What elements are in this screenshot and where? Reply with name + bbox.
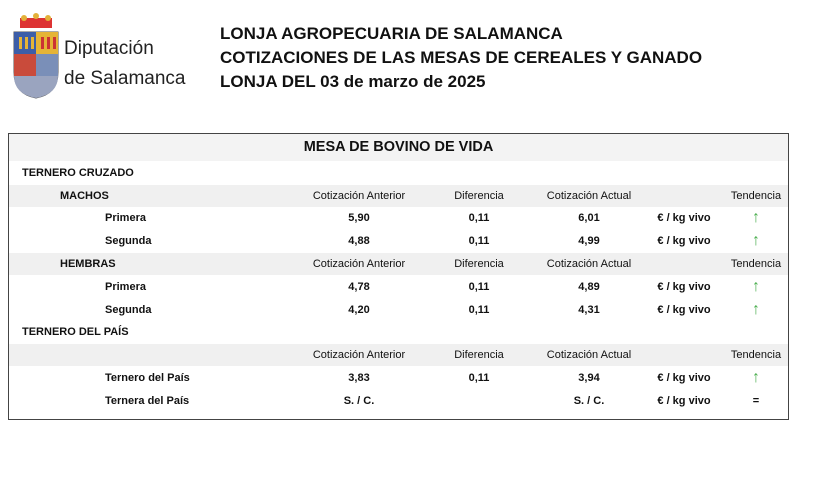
diff-value: 0,11 [468, 212, 490, 224]
section-label: TERNERO CRUZADO [22, 167, 134, 179]
curr-value: 4,89 [578, 281, 600, 293]
row-label: Segunda [105, 235, 152, 247]
curr-value: 3,94 [578, 372, 600, 384]
org-name-line1: Diputación [64, 38, 154, 59]
group-label: MACHOS [60, 190, 109, 202]
col-header-curr: Cotización Actual [546, 258, 632, 270]
page-header [220, 22, 702, 94]
row-label: Primera [105, 212, 146, 224]
row-label: Ternera del País [105, 395, 190, 407]
table-row [9, 230, 788, 252]
bovino-table [8, 133, 789, 420]
group-header-row [9, 344, 788, 366]
header-date: LONJA DEL 03 de marzo de 2025 [220, 72, 486, 91]
table-row [9, 299, 788, 321]
row-label: Primera [105, 281, 146, 293]
up-arrow-icon: ↑ [752, 301, 760, 318]
prev-value: 4,88 [348, 235, 370, 247]
up-arrow-icon: ↑ [752, 209, 760, 226]
curr-value: 6,01 [578, 212, 600, 224]
unit-label: € / kg vivo [657, 281, 711, 293]
unit-label: € / kg vivo [657, 235, 711, 247]
unit-label: € / kg vivo [657, 395, 711, 407]
table-row [9, 390, 788, 412]
prev-value: 5,90 [348, 212, 370, 224]
col-header-diff: Diferencia [454, 258, 504, 270]
col-header-diff: Diferencia [454, 349, 504, 361]
col-header-trend: Tendencia [730, 190, 782, 202]
diff-value: 0,11 [468, 304, 490, 316]
prev-value: 4,20 [348, 304, 370, 316]
prev-value: 4,78 [348, 281, 370, 293]
diff-value [444, 390, 514, 412]
group-header-row [9, 253, 788, 275]
diputacion-logo [8, 12, 208, 102]
row-label: Ternero del País [105, 372, 190, 384]
table-title: MESA DE BOVINO DE VIDA [9, 134, 788, 161]
up-arrow-icon: ↑ [752, 232, 760, 249]
unit-label: € / kg vivo [657, 372, 711, 384]
header-title: LONJA AGROPECUARIA DE SALAMANCA [220, 24, 563, 43]
unit-label: € / kg vivo [657, 304, 711, 316]
diff-value: 0,11 [468, 235, 490, 247]
table-row [9, 276, 788, 298]
row-label: Segunda [105, 304, 152, 316]
section-header [9, 321, 788, 343]
curr-value: S. / C. [573, 395, 605, 407]
group-header-row [9, 185, 788, 207]
col-header-trend: Tendencia [730, 349, 782, 361]
curr-value: 4,31 [578, 304, 600, 316]
prev-value: 3,83 [348, 372, 370, 384]
header-subtitle: COTIZACIONES DE LAS MESAS DE CEREALES Y GANADO [220, 48, 703, 67]
diff-value: 0,11 [468, 372, 490, 384]
unit-label: € / kg vivo [657, 212, 711, 224]
col-header-curr: Cotización Actual [546, 190, 632, 202]
col-header-prev: Cotización Anterior [312, 349, 406, 361]
col-header-prev: Cotización Anterior [312, 190, 406, 202]
coat-of-arms-icon [8, 12, 64, 100]
prev-value: S. / C. [343, 395, 375, 407]
up-arrow-icon: ↑ [752, 369, 760, 386]
equal-trend-icon: = [752, 395, 760, 407]
col-header-trend: Tendencia [730, 258, 782, 270]
diff-value: 0,11 [468, 281, 490, 293]
table-row [9, 207, 788, 229]
section-header [9, 162, 788, 184]
table-row [9, 367, 788, 389]
col-header-diff: Diferencia [454, 190, 504, 202]
section-label: TERNERO DEL PAÍS [22, 326, 129, 338]
col-header-prev: Cotización Anterior [312, 258, 406, 270]
up-arrow-icon: ↑ [752, 278, 760, 295]
col-header-curr: Cotización Actual [546, 349, 632, 361]
group-label: HEMBRAS [60, 258, 116, 270]
org-name-line2: de Salamanca [64, 68, 186, 89]
curr-value: 4,99 [578, 235, 600, 247]
